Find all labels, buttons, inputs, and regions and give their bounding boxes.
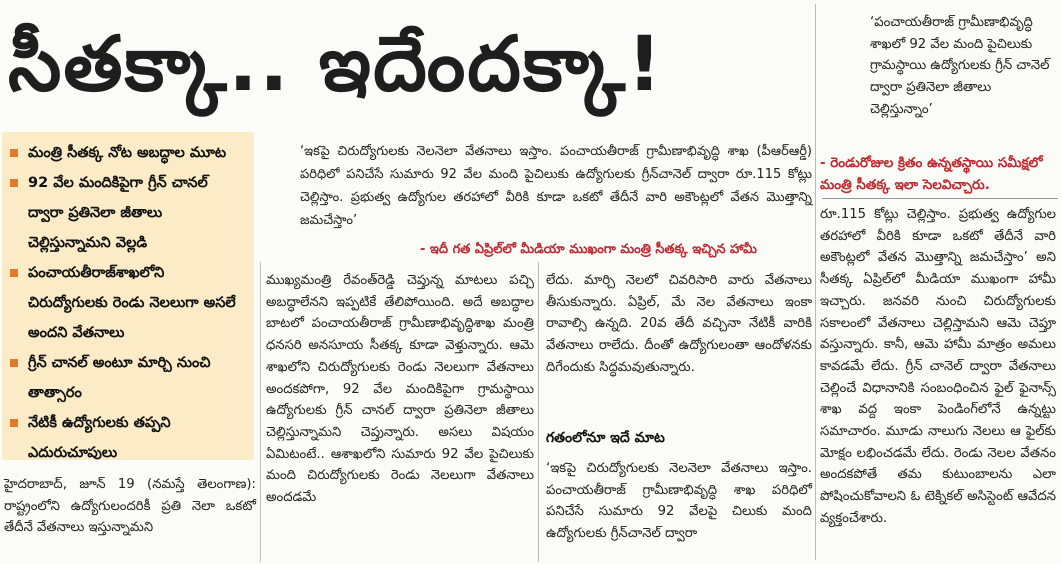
divider-rule xyxy=(822,198,1058,199)
column-divider xyxy=(538,262,539,562)
side-quote: ‘పంచాయతీరాజ్ గ్రామీణాభివృద్ధి శాఖలో 92 వేల మంది పైచిలుకు గ్రామస్థాయి ఉద్యోగులకు గ్రీన్ చానెల్ ద్వారా ప్రతినెలా జీతాలు చెల్లిస్తున్నాం’ xyxy=(870,15,1050,117)
highlight-item: మంత్రి సీతక్క నోట అబద్ధాల మూట xyxy=(10,138,248,168)
highlight-item: 92 వేల మందికిపైగా గ్రీన్ చానల్ ద్వారా ప్రతినెలా జీతాలు చెల్లిస్తున్నామని వెల్లడి xyxy=(10,168,248,258)
body-column-1: హైదరాబాద్, జూన్ 19 (నమస్తే తెలంగాణ): రాష్ట్రంలోని ఉద్యోగులందరికీ ప్రతి నెలా ఒకటో తేదీనే వేతనాలు ఇస్తున్నామని xyxy=(4,477,256,536)
highlight-item: పంచాయతీరాజ్‌శాఖలోని చిరుద్యోగులకు రెండు నెలలుగా అసలే అందని వేతనాలు xyxy=(10,258,248,348)
body-column-2: ముఖ్యమంత్రి రేవంత్‌రెడ్డి చెప్తున్న మాటలు పచ్చి అబద్ధాలేనని ఇప్పటికే తేలిపోయింది. అదే అబద్ధాల బాటలో పంచాయతీరాజ్ గ్రామీణాభివృద్ధిశాఖ మంత్రి ధనసరి అనసూయ సీతక్క కూడా వెళ్తున్నారు. ఆమె శాఖలోని చిరుద్యోగులకు రెండు నెలలుగా వేతనాలు అందకపోగా, 92 వేల మందికిపైగా గ్రామస్థాయి ఉద్యోగులకు గ్రీన్ చానల్ ద్వారా ప్రతినెలా జీతాలు చెల్లిస్తున్నామని చెప్తున్నారు. అసలు విషయం ఏమిటంటే.. ఆశాఖలోని సుమారు 92 వేల పైచిలుకు మంది చిరుద్యోగులకు రెండు నెలలుగా వేతనాలు అందడమే xyxy=(266,273,534,506)
highlights-box xyxy=(2,132,254,460)
headline: సీతక్కా.. ఇదేందక్కా! xyxy=(8,19,664,108)
body-column-3b: ‘ఇకపై చిరుద్యోగులకు నెలనెలా వేతనాలు ఇస్తాం. పంచాయతీరాజ్ గ్రామీణాభివృద్ధి శాఖ పరిధిలో పనిచేసే సుమారు 92 వేలపై చిలుకు మంది ఉద్యోగులకు గ్రీన్‌చానెల్ ద్వారా xyxy=(546,461,812,542)
highlight-item: గ్రీన్ చానల్ అంటూ మార్చి నుంచి తాత్సారం xyxy=(10,348,248,408)
pull-quote-attribution: - ఇదీ గత ఏప్రిల్‌లో మీడియా ముఖంగా మంత్రి సీతక్క ఇచ్చిన హామీ xyxy=(420,242,757,257)
highlight-item: నేటికీ ఉద్యోగులకు తప్పని ఎదురుచూపులు xyxy=(10,408,248,468)
column-divider xyxy=(260,262,261,562)
side-quote-attribution: - రెండురోజుల క్రితం ఉన్నతస్థాయి సమీక్షలో మంత్రి సీతక్క ఇలా సెలవిచ్చారు. xyxy=(820,155,1043,193)
body-column-3a: లేదు. మార్చి నెలలో చివరిసారి వారు వేతనాలు తీసుకున్నారు. ఏప్రిల్, మే నెల వేతనాలు ఇంకా రావాల్సి ఉన్నది. 20వ తేదీ వచ్చినా నేటికీ వారికి వేతనాలు రాలేదు. దీంతో ఉద్యోగులంతా ఆందోళనకు దిగేందుకు సిద్ధమవుతున్నారు. xyxy=(546,273,812,375)
highlights-list xyxy=(2,132,254,468)
subheading: గతంలోనూ ఇదే మాట xyxy=(546,430,665,446)
column-divider xyxy=(815,4,816,560)
body-column-4: రూ.115 కోట్లు చెల్లిస్తాం. ప్రభుత్వ ఉద్యోగుల తరహాలో వీరికి కూడా ఒకటో తేదీనే వారి అకౌంట్లలో వేతన మొత్తాన్ని జమచేస్తాం’ అని సీతక్క ఏప్రిల్‌లో మీడియా ముఖంగా హామీ ఇచ్చారు. జనవరి నుంచి చిరుద్యోగులకు సకాలంలో వేతనాలు చెల్లిస్తామని ఆమె చెప్తూ వస్తున్నారు. కానీ, ఆమె హామీ మాత్రం అమలు కావడమే లేదు. గ్రీన్ చానెల్ ద్వారా వేతనాలు చెల్లించే విధానానికి సంబంధించిన ఫైల్ ఫైనాన్స్ శాఖ వద్ద ఇంకా పెండింగ్‌లోనే ఉన్నట్టు సమాచారం. మూడు నాలుగు నెలలు ఆ ఫైల్‌కు మోక్షం లభించడమే లేదు. రెండు నెలల వేతనం అందకపోతే తమ కుటుంబాలను ఎలా పోషించుకోవాలని ఓ టెక్నికల్ అసిస్టెంట్ ఆవేదన వ్యక్తంచేశారు. xyxy=(820,207,1056,526)
pull-quote: ‘ఇకపై చిరుద్యోగులకు నెలనెలా వేతనాలు ఇస్తాం. పంచాయతీరాజ్ గ్రామీణాభివృద్ధి శాఖ (పీఆర్‌ఆర్డీ) పరిధిలో పనిచేసే సుమారు 92 వేల మంది పైచిలుకు ఉద్యోగులకు గ్రీన్‌చానెల్ ద్వారా రూ.115 కోట్లు చెల్లిస్తాం. ప్రభుత్వ ఉద్యోగుల తరహాలో వీరికి కూడా ఒకటో తేదీనే వారి అకౌంట్లలో వేతన మొత్తాన్ని జమచేస్తాం’ xyxy=(300,144,812,228)
